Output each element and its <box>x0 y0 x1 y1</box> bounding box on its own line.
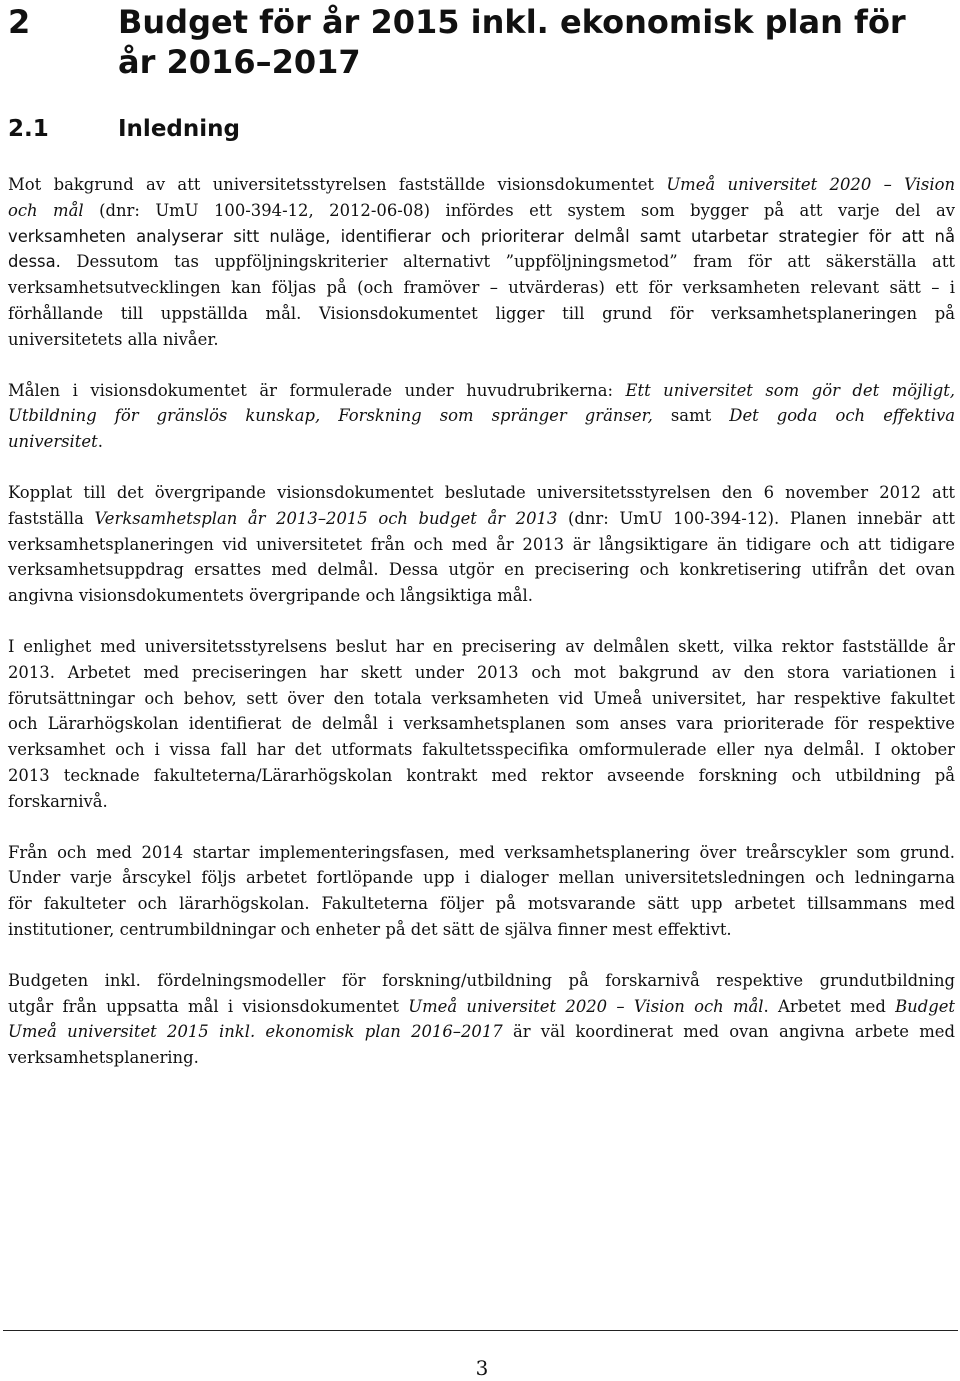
text-line: Kopplat till det övergripande visionsdokumentet beslutade universitetsstyrelsen den 6 november 2012 att <box>8 482 955 502</box>
text-line: verksamhetsplaneringen vid universitetet från och med år 2013 är långsiktigare än tidigare och att tidigare <box>8 534 955 554</box>
text-line: verksamheten analyserar sitt nuläge, identifierar och prioriterar delmål samt utarbetar strategier för att nå <box>8 226 955 246</box>
chapter-title: Budget för år 2015 inkl. ekonomisk plan för år 2016–2017 <box>118 3 906 81</box>
footer-divider <box>3 1330 958 1331</box>
text-line: 2013. Arbetet med preciseringen har skett under 2013 och mot bakgrund av den stora variationen i <box>8 662 955 682</box>
text-line <box>8 403 955 429</box>
text-line: institutioner, centrumbildningar och enheter på det sätt de själva finner mest effektivt. <box>8 919 732 939</box>
paragraph-3 <box>8 480 955 609</box>
paragraph-1 <box>8 172 955 353</box>
text-run: Målen i visionsdokumentet är formulerade under huvudrubrikerna: <box>8 380 626 400</box>
text-line: 2013 tecknade fakulteterna/Lärarhögskolan kontrakt med rektor avseende forskning och utbildning på <box>8 765 955 785</box>
text-run: Dessutom tas uppföljningskriterier alternativt ”uppföljningsmetod” fram för att säkerställa att <box>60 252 955 272</box>
chapter-number: 2 <box>8 3 31 41</box>
section-heading <box>8 112 948 146</box>
text-line <box>8 249 955 275</box>
text-line <box>8 1019 955 1045</box>
text-line: forskarnivå. <box>8 791 108 811</box>
italic-title: Det goda och effektiva <box>729 406 956 426</box>
body-text <box>8 172 955 1096</box>
text-run: (dnr: UmU 100-394-12, 2012-06-08) infördes ett system som bygger på att varje del av <box>83 200 955 220</box>
italic-title: Umeå universitet 2015 inkl. ekonomisk plan 2016–2017 <box>8 1022 503 1042</box>
italic-title: Umeå universitet 2020 – Vision och mål <box>408 996 764 1016</box>
paragraph-4 <box>8 634 955 815</box>
text-line <box>8 198 955 224</box>
text-run: utgår från uppsatta mål i visionsdokumentet <box>8 996 409 1016</box>
paragraph-5 <box>8 840 955 943</box>
text-run: dessa. <box>8 252 61 272</box>
text-run: är väl koordinerat med ovan angivna arbete med <box>502 1022 955 1042</box>
text-line: universitetets alla nivåer. <box>8 329 219 349</box>
text-run: samt <box>652 406 730 426</box>
text-run: . <box>97 432 103 452</box>
text-line: verksamhetsutvecklingen kan följas på (och framöver – utvärderas) ett för verksamheten relevant sätt – i <box>8 278 955 298</box>
page-number: 3 <box>475 1356 489 1380</box>
text-line: I enlighet med universitetsstyrelsens beslut har en precisering av delmålen skett, vilka rektor fastställde år <box>8 636 955 656</box>
text-line: Från och med 2014 startar implementeringsfasen, med verksamhetsplanering över treårscykler som grund. <box>8 842 955 862</box>
text-line: Under varje årscykel följs arbetet fortlöpande upp i dialoger mellan universitetsledningen och ledningarna <box>8 868 955 888</box>
text-line: förutsättningar och behov, sett över den totala verksamheten vid Umeå universitet, har respektive fakultet <box>8 688 955 708</box>
text-line <box>8 378 955 404</box>
text-line <box>8 172 955 198</box>
section-number: 2.1 <box>8 116 49 142</box>
section-title: Inledning <box>118 116 240 142</box>
text-line: verksamhetsplanering. <box>8 1048 199 1068</box>
text-line: Budgeten inkl. fördelningsmodeller för forskning/utbildning på forskarnivå respektive grundutbildning <box>8 970 955 990</box>
text-line <box>8 994 955 1020</box>
text-run: (dnr: UmU 100-394-12). Planen innebär att <box>557 508 955 528</box>
paragraph-6 <box>8 968 955 1071</box>
italic-title: Umeå universitet 2020 – Vision <box>666 175 955 194</box>
text-line: verksamhet och i vissa fall har det utformats fakultetsspecifika omformulerade eller nya delmål. I oktober <box>8 740 955 760</box>
text-line: förhållande till uppställda mål. Visionsdokumentet ligger till grund för verksamhetsplaneringen på <box>8 303 955 323</box>
italic-title: Utbildning för gränslös kunskap, Forskning som spränger gränser, <box>8 406 653 426</box>
chapter-heading <box>8 2 953 82</box>
text-line <box>8 506 955 532</box>
italic-title: Budget <box>895 996 956 1016</box>
text-run: Mot bakgrund av att universitetsstyrelsen fastställde visionsdokumentet <box>8 175 667 194</box>
italic-title: Verksamhetsplan år 2013–2015 och budget år 2013 <box>94 508 558 528</box>
text-run: fastställa <box>8 508 95 528</box>
text-line: verksamhetsuppdrag ersattes med delmål. Dessa utgör en precisering och konkretisering utifrån det ovan <box>8 560 955 580</box>
italic-title: Ett universitet som gör det möjligt, <box>625 380 955 400</box>
paragraph-2 <box>8 378 955 455</box>
text-line: angivna visionsdokumentets övergripande och långsiktiga mål. <box>8 586 533 606</box>
italic-title: universitet <box>8 432 98 452</box>
text-run: . Arbetet med <box>763 996 896 1016</box>
text-line: och Lärarhögskolan identifierat de delmål i verksamhetsplanen som anses vara prioriterade för respektive <box>8 714 955 734</box>
text-line: för fakulteter och lärarhögskolan. Fakulteterna följer på motsvarande sätt upp arbetet tillsammans med <box>8 894 955 914</box>
italic-title: och mål <box>8 200 84 220</box>
text-line <box>8 429 955 455</box>
